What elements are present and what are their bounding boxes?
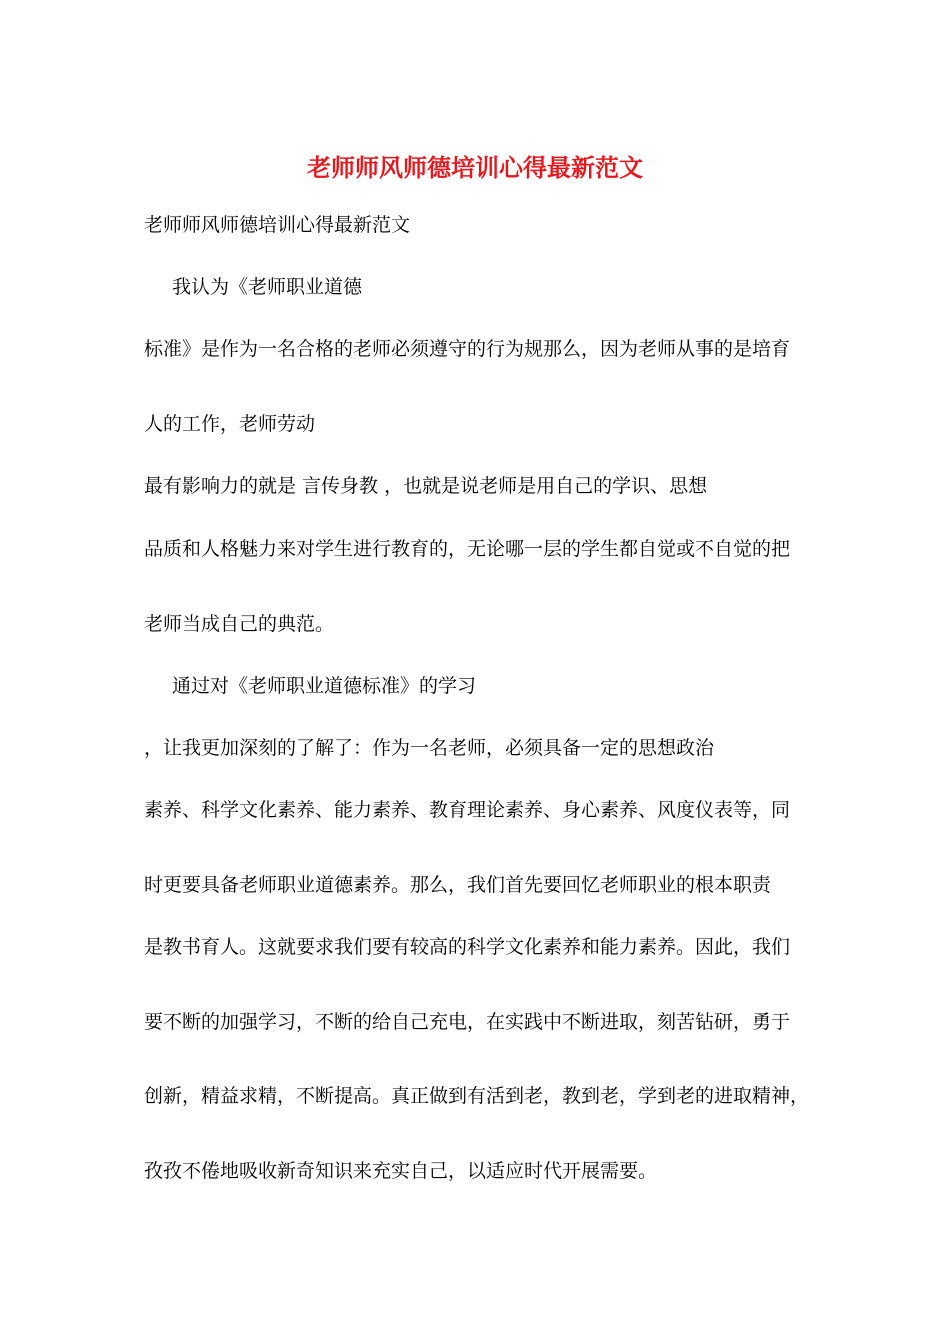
paragraph-line-4: 最有影响力的就是 言传身教 ，也就是说老师是用自己的学识、思想	[144, 475, 708, 497]
paragraph-line-11: 是教书育人。这就要求我们要有较高的科学文化素养和能力素养。因此，我们	[144, 936, 791, 958]
paragraph-line-6: 老师当成自己的典范。	[144, 613, 335, 635]
paragraph-line-2: 标准》是作为一名合格的老师必须遵守的行为规那么，因为老师从事的是培育	[144, 338, 791, 360]
paragraph-line-3: 人的工作，老师劳动	[144, 413, 316, 435]
document-title: 老师师风师德培训心得最新范文	[307, 153, 643, 182]
paragraph-line-14: 孜孜不倦地吸收新奇知识来充实自己，以适应时代开展需要。	[144, 1160, 658, 1182]
paragraph-line-10: 时更要具备老师职业道德素养。那么，我们首先要回忆老师职业的根本职责	[144, 874, 772, 896]
paragraph-line-9: 素养、科学文化素养、能力素养、教育理论素养、身心素养、风度仪表等，同	[144, 799, 791, 821]
paragraph-line-1: 我认为《老师职业道德	[172, 276, 363, 298]
paragraph-line-13: 创新，精益求精，不断提高。真正做到有活到老，教到老，学到老的进取精神，	[144, 1085, 810, 1107]
paragraph-line-12: 要不断的加强学习，不断的给自己充电，在实践中不断进取，刻苦钻研，勇于	[144, 1011, 791, 1033]
paragraph-line-7: 通过对《老师职业道德标准》的学习	[172, 675, 477, 697]
subtitle-line: 老师师风师德培训心得最新范文	[144, 214, 411, 236]
paragraph-line-8: ，让我更加深刻的了解了：作为一名老师，必须具备一定的思想政治	[144, 737, 715, 759]
paragraph-line-5: 品质和人格魅力来对学生进行教育的，无论哪一层的学生都自觉或不自觉的把	[144, 538, 791, 560]
